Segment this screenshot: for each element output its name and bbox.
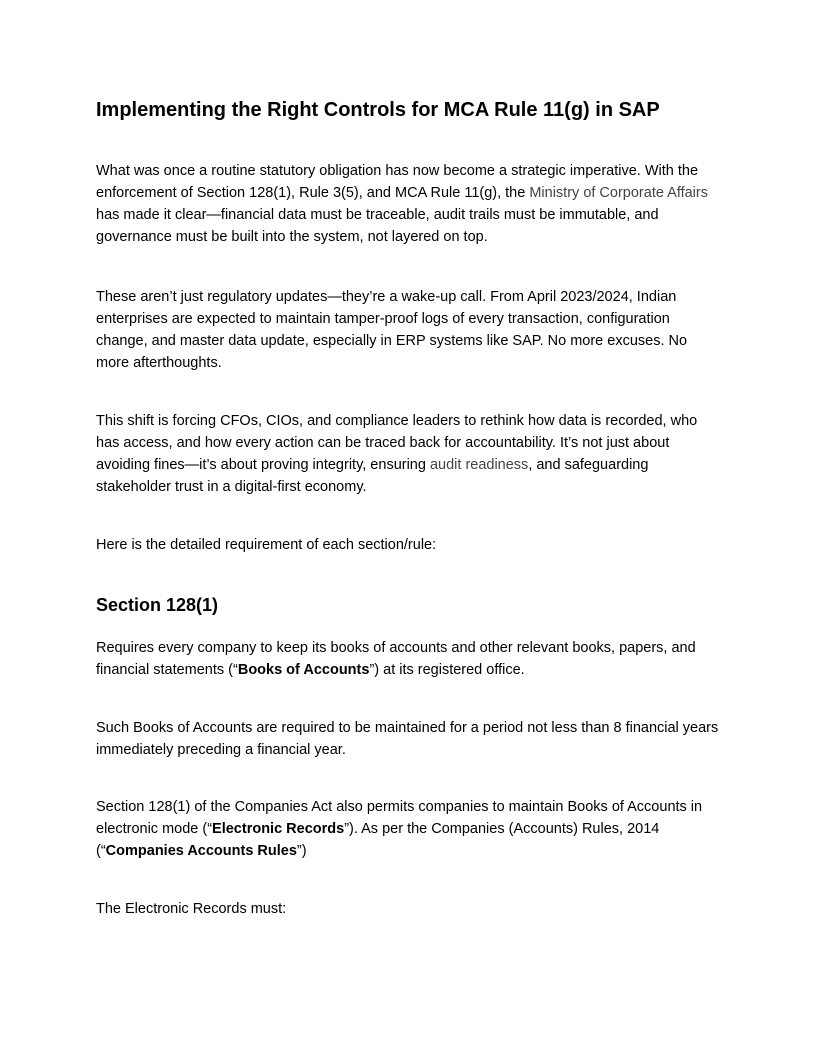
section-paragraph-2: Such Books of Accounts are required to be maintained for a period not less than 8 financial years immediately preceding a financial year. <box>96 720 719 758</box>
section-p3-text-a: Section 128(1) of the Companies Act also permits companies to maintain Books of Accounts in electronic mode (“ <box>96 799 703 837</box>
section-heading: Section 128(1) <box>96 595 219 615</box>
intro-paragraph-2: These aren’t just regulatory updates—they’re a wake-up call. From April 2023/2024, Indian enterprises are expected to maintain tamper-proof logs of every transaction, configuration change, and master data update, especially in ERP systems like SAP. No more excuses. No more afterthoughts. <box>96 289 688 371</box>
intro-paragraph-1 <box>96 160 720 248</box>
section-paragraph-3 <box>96 796 720 862</box>
books-of-accounts-term: Books of Accounts <box>237 662 370 678</box>
intro-paragraph-4: Here is the detailed requirement of each section/rule: <box>96 537 437 553</box>
companies-accounts-rules-term: Companies Accounts Rules <box>105 843 297 859</box>
page-title: Implementing the Right Controls for MCA Rule 11(g) in SAP <box>96 99 660 121</box>
intro-paragraph-3 <box>96 410 720 498</box>
section-p1-text-a: Requires every company to keep its books of accounts and other relevant books, papers, and financial statements (“ <box>96 640 696 678</box>
section-p3-text-b: ”). As per the Companies (Accounts) Rules, 2014 (“ <box>96 821 660 859</box>
electronic-records-term: Electronic Records <box>212 821 345 837</box>
section-paragraph-1 <box>96 637 720 681</box>
intro-p1-text-a: What was once a routine statutory obligation has now become a strategic imperative. With the enforcement of Section 128(1), Rule 3(5), and MCA Rule 11(g), the <box>96 163 699 201</box>
intro-p3-text-a: This shift is forcing CFOs, CIOs, and compliance leaders to rethink how data is recorded, who has access, and how every action can be traced back for accountability. It’s not just about avoiding fines—it’s about proving integrity, ensuring <box>96 413 698 473</box>
intro-p1-text-b: has made it clear—financial data must be traceable, audit trails must be immutable, and governance must be built into the system, not layered on top. <box>96 207 659 245</box>
intro-p3-text-b: , and safeguarding stakeholder trust in a digital-first economy. <box>96 457 649 495</box>
section-p1-text-b: ”) at its registered office. <box>369 662 525 678</box>
section-paragraph-4: The Electronic Records must: <box>96 901 287 917</box>
audit-readiness-link[interactable]: audit readiness <box>429 457 529 473</box>
section-p3-text-c: ”) <box>296 843 307 859</box>
ministry-link[interactable]: Ministry of Corporate Affairs <box>529 185 708 201</box>
